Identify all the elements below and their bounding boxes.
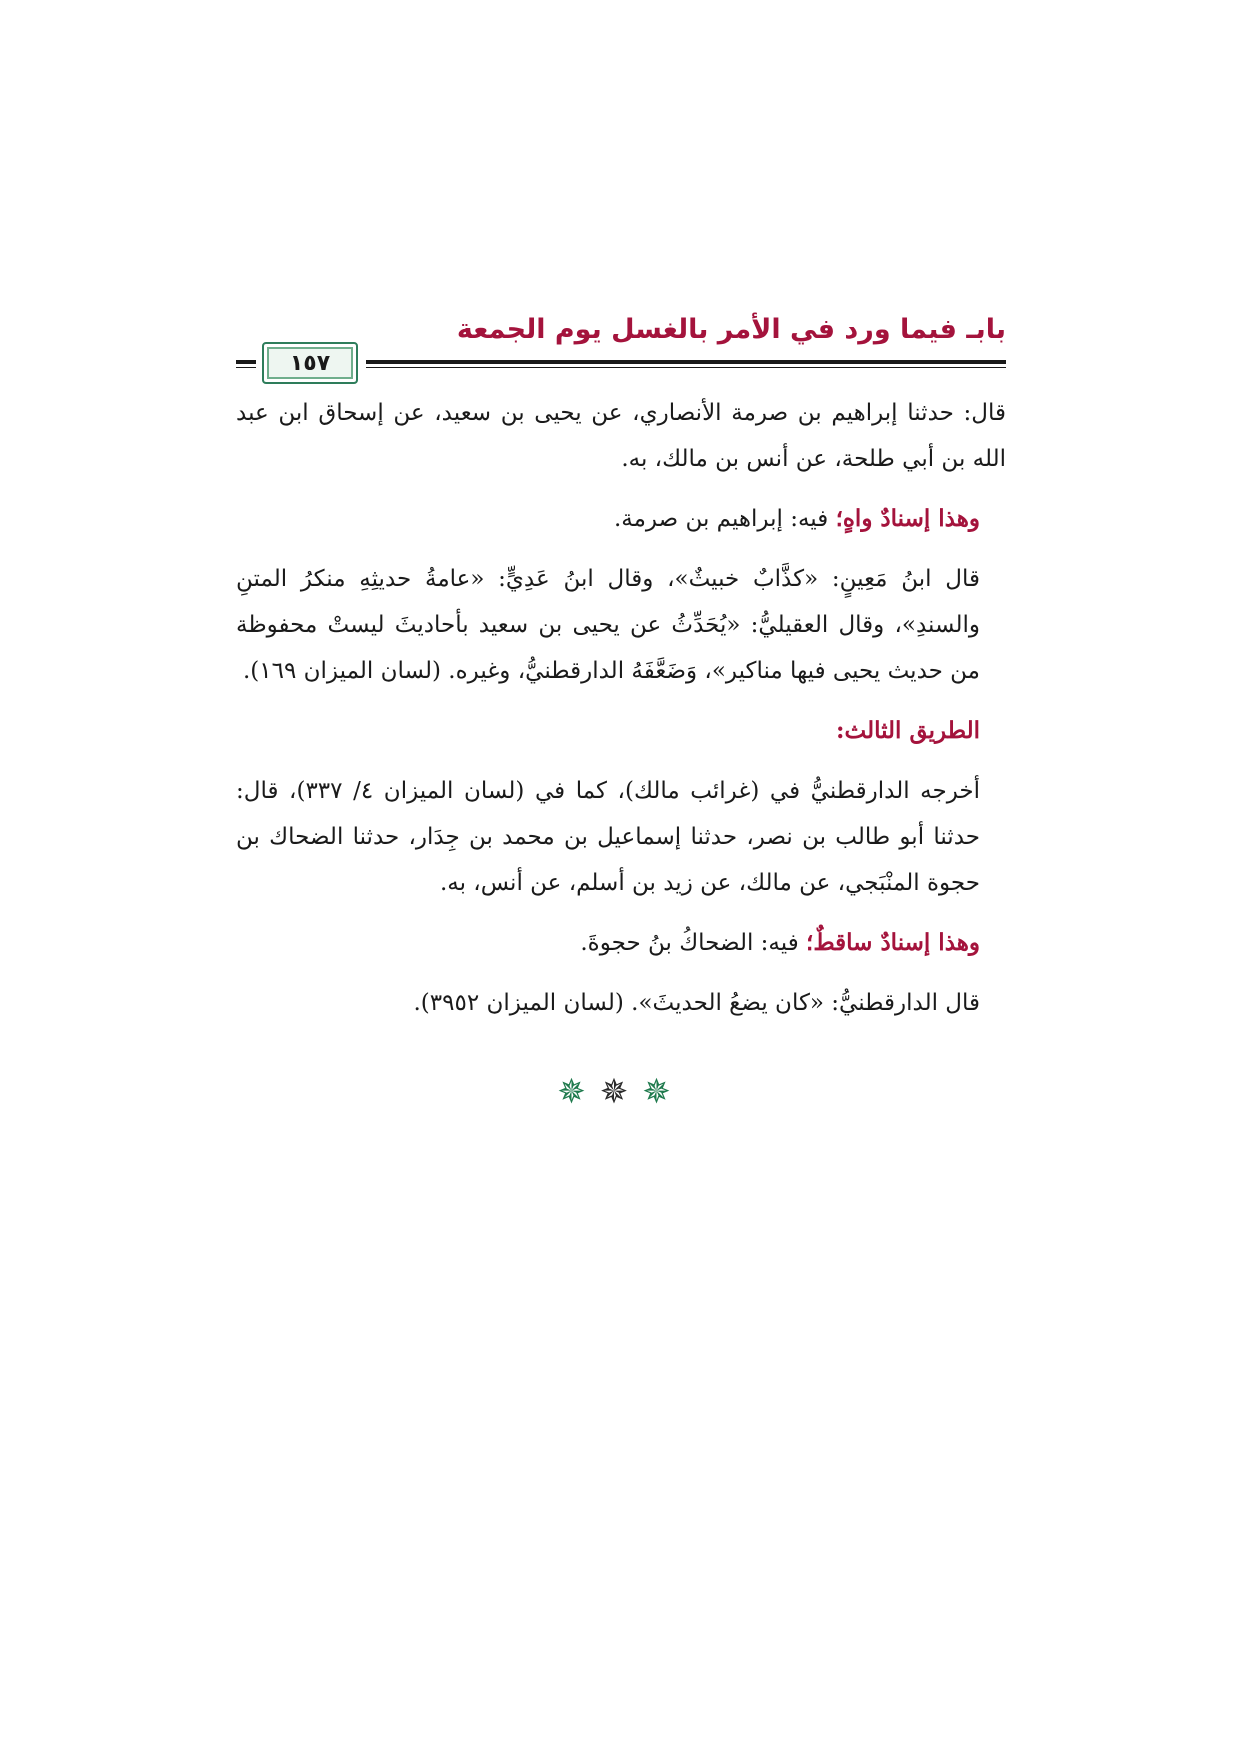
isnad-reason-2: فيه: الضحاكُ بنُ حجوةَ. <box>580 930 807 956</box>
end-ornaments <box>236 1072 1006 1112</box>
ornament-star-icon: ✵ <box>642 1072 685 1112</box>
page-number: ١٥٧ <box>289 350 331 376</box>
paragraph-6: قال الدارقطنيُّ: «كان يضعُ الحديثَ». (لسان الميزان ٣٩٥٢). <box>413 990 980 1016</box>
header-rule-right <box>366 360 1006 368</box>
page-number-frame <box>262 342 358 384</box>
ornament-star-icon: ✵ <box>557 1072 600 1112</box>
page-body <box>236 390 1006 1026</box>
header-rule-left <box>236 360 256 368</box>
ornament-star-icon: ✵ <box>599 1072 643 1112</box>
paragraph-3: قال ابنُ مَعِينٍ: «كذَّابٌ خبيثٌ»، وقال ابنُ عَدِيٍّ: «عامةُ حديثِهِ منكرُ المتنِ والسندِ»، وقال العقيليُّ: «يُحَدِّثُ عن يحيى بن سعيد بأحاديثَ ليستْ محفوظة من حديث يحيى فيها مناكير»، وَضَعَّفَهُ الدارقطنيُّ، وغيره. (لسان الميزان ١٦٩). <box>236 566 980 684</box>
paragraph-5 <box>236 920 1006 966</box>
isnad-verdict-2: وهذا إسنادٌ ساقطٌ؛ <box>806 929 980 956</box>
chapter-title: بابـ فيما ورد في الأمر بالغسل يوم الجمعة <box>456 314 1006 345</box>
isnad-verdict-1: وهذا إسنادٌ واهٍ؛ <box>835 505 980 532</box>
paragraph-1: قال: حدثنا إبراهيم بن صرمة الأنصاري، عن يحيى بن سعيد، عن إسحاق ابن عبد الله بن أبي طلحة، عن أنس بن مالك، به. <box>236 400 1006 472</box>
book-page <box>236 300 1006 1112</box>
paragraph-4: أخرجه الدارقطنيُّ في (غرائب مالك)، كما في (لسان الميزان ٤/ ٣٣٧)، قال: حدثنا أبو طالب بن نصر، حدثنا إسماعيل بن محمد بن جِدَار، حدثنا الضحاك بن حجوة المنْبَجي، عن مالك، عن زيد بن أسلم، عن أنس، به. <box>236 778 981 896</box>
section-heading: الطريق الثالث: <box>836 717 980 744</box>
paragraph-2 <box>236 496 1006 542</box>
page-header <box>236 300 1006 382</box>
isnad-reason-1: فيه: إبراهيم بن صرمة. <box>613 506 836 532</box>
